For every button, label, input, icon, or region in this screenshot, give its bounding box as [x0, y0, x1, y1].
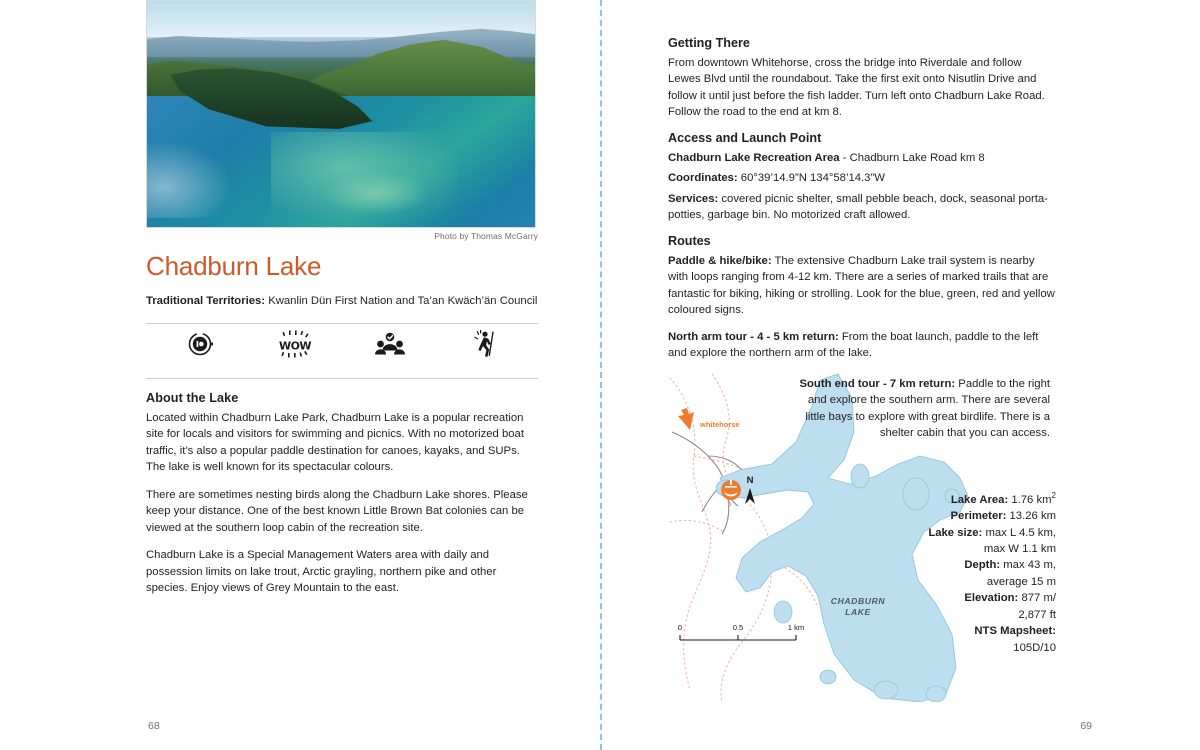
access-area-label: Chadburn Lake Recreation Area [668, 151, 840, 164]
access-area-value: - Chadburn Lake Road km 8 [839, 151, 985, 164]
stat-lake-size-label: Lake size: [928, 526, 983, 539]
stat-perimeter-value: 13.26 km [1006, 510, 1056, 523]
camera-viewpoint-icon [170, 331, 230, 357]
stat-perimeter [900, 508, 1056, 524]
stat-nts-mapsheet [900, 623, 1056, 639]
traditional-territories-value: Kwanlin Dün First Nation and Ta’an Kwäch’än Council [265, 294, 538, 307]
stat-depth-value: max 43 m, [1000, 559, 1056, 572]
stat-nts-mapsheet-label: NTS Mapsheet: [974, 625, 1056, 638]
map-launch-marker [721, 480, 741, 507]
stat-lake-area-value: 1.76 km [1008, 493, 1052, 506]
stat-lake-size [900, 525, 1056, 541]
svg-text:WOW: WOW [278, 339, 311, 353]
traditional-territories [146, 293, 538, 309]
lake-photo [146, 0, 536, 228]
traditional-territories-label: Traditional Territories: [146, 294, 266, 307]
stat-depth-cont: average 15 m [986, 575, 1056, 588]
services-value: covered picnic shelter, small pebble beach, dock, seasonal porta-potties, garbage bin. No motorized craft allowed. [668, 192, 1048, 222]
stat-nts-mapsheet-value: 105D/10 [1013, 641, 1056, 654]
route-south-value: Paddle to the right and explore the southern arm. There are several little bays to explore with great birdlife. There is a shelter cabin that you can access. [805, 377, 1050, 440]
map-scale-tick-1km: 1 km [787, 622, 805, 632]
stat-lake-area-sup: 2 [1051, 490, 1056, 500]
route-paddle-label: Paddle & hike/bike: [668, 254, 772, 267]
stat-lake-area [900, 490, 1056, 508]
map-scale-bar [678, 623, 804, 640]
page-number-left: 68 [148, 720, 160, 732]
stat-depth-label: Depth: [964, 559, 1001, 572]
access-heading: Access and Launch Point [668, 130, 822, 145]
about-heading: About the Lake [146, 390, 239, 405]
about-paragraph-3: Chadburn Lake is a Special Management Waters area with daily and possession limits on lake trout, Arctic grayling, northern pike and other species. Enjoy views of Grey Mountain to the east. [146, 549, 497, 595]
coordinates-line [668, 170, 1056, 186]
map-north-label: N [746, 474, 754, 486]
stat-lake-area-label: Lake Area: [950, 493, 1009, 506]
stat-perimeter-label: Perimeter: [950, 510, 1007, 523]
map-whitehorse-direction [678, 408, 740, 430]
getting-there-heading: Getting There [668, 36, 750, 50]
lake-map-block [668, 372, 1056, 702]
stat-lake-size-value: max L 4.5 km, [982, 526, 1056, 539]
route-north-arm [668, 329, 1056, 362]
family-group-icon [360, 332, 420, 356]
map-whitehorse-label: whitehorse [700, 419, 740, 429]
route-north-value: From the boat launch, paddle to the left and explore the northern arm of the lake. [668, 330, 1039, 360]
map-scale-tick-0: 0 [677, 622, 683, 632]
map-lake-name-line2: LAKE [845, 606, 871, 617]
coordinates-label: Coordinates: [668, 172, 738, 185]
photo-sun-sparkle [147, 141, 232, 218]
page-gutter-divider [600, 0, 602, 750]
hiker-icon [455, 330, 515, 358]
stat-elevation-cont: 2,877 ft [1018, 608, 1056, 621]
left-page [146, 0, 538, 750]
map-scale-tick-half: 0.5 [732, 622, 744, 632]
services-label: Services: [668, 192, 719, 205]
photo-shallow-shoal-secondary [325, 173, 426, 214]
stat-elevation [900, 590, 1056, 606]
getting-there-text: From downtown Whitehorse, cross the bridge into Riverdale and follow Lewes Blvd until the roundabout. Take the first exit onto Nisutlin Drive and follow it until just before the fish ladder. Turn left onto Chadburn Lake Road. Follow the road to the end at km 8. [668, 57, 1045, 119]
about-paragraph-2: There are sometimes nesting birds along the Chadburn Lake shores. Please keep your distance. One of the best known Little Brown Bat colonies can be viewed at the southern loop cabin of the recreation site. [146, 488, 528, 534]
page-number-right: 69 [1080, 720, 1092, 732]
stat-elevation-label: Elevation: [964, 592, 1019, 605]
stat-lake-size-cont: max W 1.1 km [983, 543, 1056, 555]
right-page [668, 36, 1056, 702]
divider-below-icons [146, 378, 538, 379]
coordinates-value: 60°39’14.9”N 134°58’14.3”W [737, 172, 885, 185]
route-paddle-value: The extensive Chadburn Lake trail system is nearby with loops ranging from 4-12 km. There are a series of marked trails that are fantastic for biking, hiking or strolling. Look for the blue, green, red and yellow coloured signs. [668, 254, 1055, 317]
route-south-label: South end tour - 7 km return: [799, 377, 956, 390]
activity-icon-row [146, 324, 538, 364]
stat-depth [900, 557, 1056, 573]
photo-credit: Photo by Thomas McGarry [434, 231, 538, 241]
map-lake-name-line1: CHADBURN [830, 595, 886, 606]
route-paddle-hike-bike [668, 253, 1056, 319]
route-south-end [798, 376, 1050, 442]
page-title: Chadburn Lake [146, 251, 322, 281]
lake-statistics [900, 490, 1056, 657]
about-paragraph-1: Located within Chadburn Lake Park, Chadburn Lake is a popular recreation site for locals and visitors for swimming and picnics. With no motorized boat traffic, it’s also a popular paddle destination for canoes, kayaks, and SUPs. The lake is well known for its spectacular colours. [146, 411, 524, 474]
routes-heading: Routes [668, 233, 711, 248]
route-north-label: North arm tour - 4 - 5 km return: [668, 330, 839, 343]
wow-icon [265, 330, 325, 358]
stat-elevation-value: 877 m/ [1018, 592, 1056, 605]
services-line [668, 191, 1056, 224]
access-area-line [668, 150, 1056, 166]
